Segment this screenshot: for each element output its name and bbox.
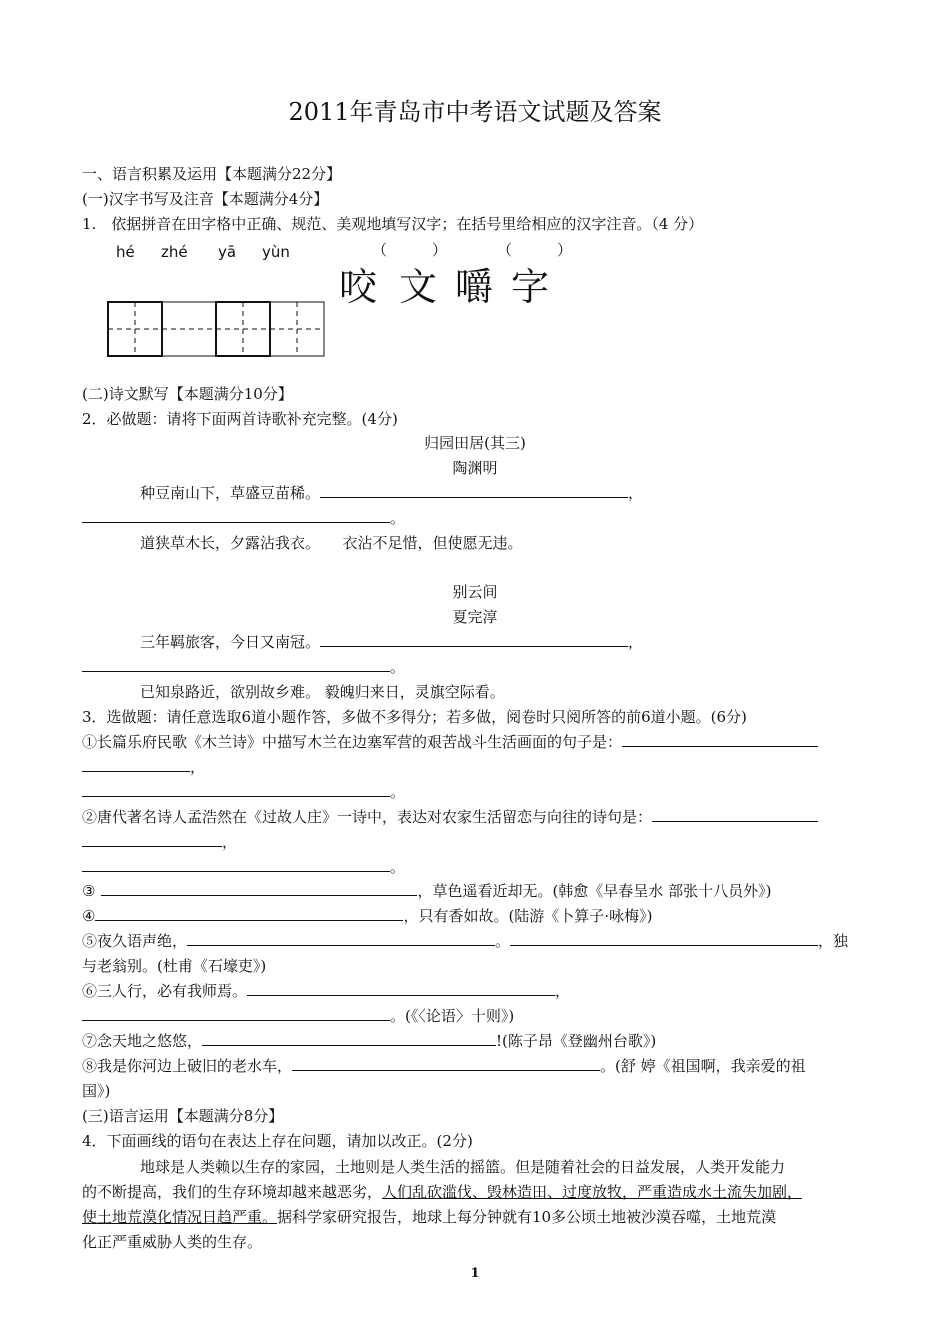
item-2-prompt: ②唐代著名诗人孟浩然在《过故人庄》一诗中，表达对农家生活留恋与向往的诗句是： bbox=[82, 808, 653, 826]
answer-blank[interactable] bbox=[510, 931, 818, 946]
punct: 。 bbox=[495, 932, 511, 950]
item-2-line3 bbox=[82, 857, 405, 877]
punct: 。 bbox=[390, 858, 406, 876]
question-4: 4．下面画线的语句在表达上存在问题，请加以改正。(2分) bbox=[82, 1132, 473, 1150]
item-4-text: ，只有香如故。(陆游《卜算子·咏梅》) bbox=[403, 907, 653, 925]
char-jiao: 嚼 bbox=[455, 265, 494, 309]
item-1-line3 bbox=[82, 782, 405, 802]
pinyin-yun: yùn bbox=[262, 243, 290, 261]
passage-line-1: 地球是人类赖以生存的家园，土地则是人类生活的摇篮。但是随着社会的日益发展，人类开发能力 bbox=[140, 1158, 786, 1176]
item-2-line2 bbox=[82, 832, 237, 852]
tianzige-grid bbox=[107, 301, 327, 363]
item-5-line1 bbox=[82, 931, 848, 951]
answer-blank[interactable] bbox=[82, 832, 222, 847]
tianzige-grid-drawing bbox=[107, 301, 327, 359]
answer-blank[interactable] bbox=[82, 857, 390, 872]
section-heading-1: 一、语言积累及运用【本题满分22分】 bbox=[82, 165, 342, 183]
poem1-line1-text: 种豆南山下，草盛豆苗稀。 bbox=[140, 484, 321, 502]
answer-blank[interactable] bbox=[622, 732, 818, 747]
pinyin-zhe: zhé bbox=[161, 243, 188, 261]
char-wen: 文 bbox=[399, 265, 438, 309]
poem1-author: 陶渊明 bbox=[452, 459, 498, 477]
page-number: 1 bbox=[470, 1266, 480, 1281]
item-5-tail: ，独 bbox=[818, 932, 849, 950]
passage-line-2-text: 的不断提高，我们的生存环境却越来越恶劣， bbox=[82, 1183, 383, 1201]
answer-blank[interactable] bbox=[202, 1031, 496, 1046]
poem1-line2 bbox=[82, 508, 405, 528]
item-7-source: !(陈子昂《登幽州台歌》) bbox=[496, 1032, 657, 1050]
item-8-line1 bbox=[82, 1056, 806, 1076]
question-3: 3．选做题：请任意选取6道小题作答，多做不多得分；若多做，阅卷时只阅所答的前6道小题。(6分) bbox=[82, 708, 747, 726]
answer-blank[interactable] bbox=[292, 1056, 600, 1071]
passage-line-3-text: 据科学家研究报告，地球上每分钟就有10多公顷土地被沙漠吞噬，土地荒漠 bbox=[277, 1208, 777, 1226]
poem1-line3: 道狭草木长，夕露沾我衣。 衣沾不足惜，但使愿无违。 bbox=[140, 534, 523, 552]
item-7-prompt: ⑦念天地之悠悠， bbox=[82, 1032, 203, 1050]
subsection-heading-2: (二)诗文默写【本题满分10分】 bbox=[82, 385, 293, 403]
poem1-line1 bbox=[140, 483, 643, 503]
poem2-line1 bbox=[140, 632, 643, 652]
item-1-prompt: ①长篇乐府民歌《木兰诗》中描写木兰在边塞军营的艰苦战斗生活画面的句子是： bbox=[82, 733, 623, 751]
answer-blank[interactable] bbox=[247, 981, 555, 996]
punct: ， bbox=[628, 633, 644, 651]
item-5-prompt: ⑤夜久语声绝， bbox=[82, 932, 188, 950]
item-1-line2 bbox=[82, 757, 205, 777]
pinyin-ya: yā bbox=[218, 243, 237, 261]
underlined-sentence-part1: 人们乱砍滥伐、毁林造田、过度放牧，严重造成水土流失加剧， bbox=[382, 1183, 803, 1201]
answer-blank[interactable] bbox=[82, 657, 390, 672]
answer-blank[interactable] bbox=[187, 931, 495, 946]
punct: 。 bbox=[390, 509, 406, 527]
punct: ， bbox=[555, 982, 571, 1000]
item-8-source: 。(舒 婷《祖国啊，我亲爱的祖 bbox=[600, 1057, 806, 1075]
poem2-author: 夏完淳 bbox=[452, 608, 498, 626]
poem2-line2 bbox=[82, 657, 405, 677]
item-4 bbox=[82, 906, 652, 926]
punct: ， bbox=[628, 484, 644, 502]
punct: 。 bbox=[390, 658, 406, 676]
poem2-line3: 已知泉路近，欲别故乡难。 毅魄归来日，灵旗空际看。 bbox=[140, 683, 505, 701]
subsection-heading-3: (三)语言运用【本题满分8分】 bbox=[82, 1107, 284, 1125]
passage-line-4: 化正严重威胁人类的生存。 bbox=[82, 1233, 263, 1251]
pinyin-answer-paren-2: （ ） bbox=[497, 241, 573, 259]
answer-blank[interactable] bbox=[82, 757, 190, 772]
subsection-heading-1: (一)汉字书写及注音【本题满分4分】 bbox=[82, 190, 329, 208]
item-7 bbox=[82, 1031, 656, 1051]
item-6-prompt: ⑥三人行，必有我师焉。 bbox=[82, 982, 248, 1000]
poem1-title: 归园田居(其三) bbox=[424, 434, 526, 452]
answer-blank[interactable] bbox=[82, 782, 390, 797]
answer-blank[interactable] bbox=[82, 1006, 390, 1021]
underlined-sentence-part2: 使土地荒漠化情况日趋严重。 bbox=[82, 1208, 278, 1226]
item-3 bbox=[82, 881, 771, 901]
answer-blank[interactable] bbox=[320, 483, 628, 498]
answer-blank[interactable] bbox=[101, 881, 417, 896]
item-1-line1 bbox=[82, 732, 818, 752]
passage-line-2 bbox=[82, 1182, 802, 1202]
passage-line-3 bbox=[82, 1207, 776, 1227]
item-3-text: ，草色遥看近却无。(韩愈《早春呈水 部张十八员外》) bbox=[417, 882, 772, 900]
pinyin-he: hé bbox=[116, 243, 135, 261]
poem2-title: 别云间 bbox=[452, 583, 498, 601]
punct: ， bbox=[222, 833, 238, 851]
item-5-line2: 与老翁别。(杜甫《石壕吏》) bbox=[82, 957, 267, 975]
item-8-prompt: ⑧我是你河边上破旧的老水车， bbox=[82, 1057, 293, 1075]
question-1: 1. 依据拼音在田字格中正确、规范、美观地填写汉字；在括号里给相应的汉字注音。（4 分） bbox=[82, 215, 704, 233]
item-6-source: 。(《〈论语〉十则》) bbox=[390, 1007, 515, 1025]
item-8-line2: 国》) bbox=[82, 1082, 111, 1100]
punct: 。 bbox=[390, 783, 406, 801]
item-3-number: ③ bbox=[82, 882, 96, 900]
answer-blank[interactable] bbox=[82, 508, 390, 523]
char-zi: 字 bbox=[511, 265, 550, 309]
item-4-number: ④ bbox=[82, 907, 96, 925]
item-6-line1 bbox=[82, 981, 570, 1001]
page-title: 2011年青岛市中考语文试题及答案 bbox=[288, 98, 662, 126]
pinyin-answer-paren-1: （ ） bbox=[372, 241, 448, 259]
item-2-line1 bbox=[82, 807, 818, 827]
answer-blank[interactable] bbox=[320, 632, 628, 647]
punct: ， bbox=[190, 758, 206, 776]
answer-blank[interactable] bbox=[95, 906, 403, 921]
item-6-line2 bbox=[82, 1006, 514, 1026]
char-yao: 咬 bbox=[339, 265, 378, 309]
answer-blank[interactable] bbox=[652, 807, 818, 822]
poem2-line1-text: 三年羁旅客，今日又南冠。 bbox=[140, 633, 321, 651]
question-2: 2．必做题：请将下面两首诗歌补充完整。(4分) bbox=[82, 410, 398, 428]
